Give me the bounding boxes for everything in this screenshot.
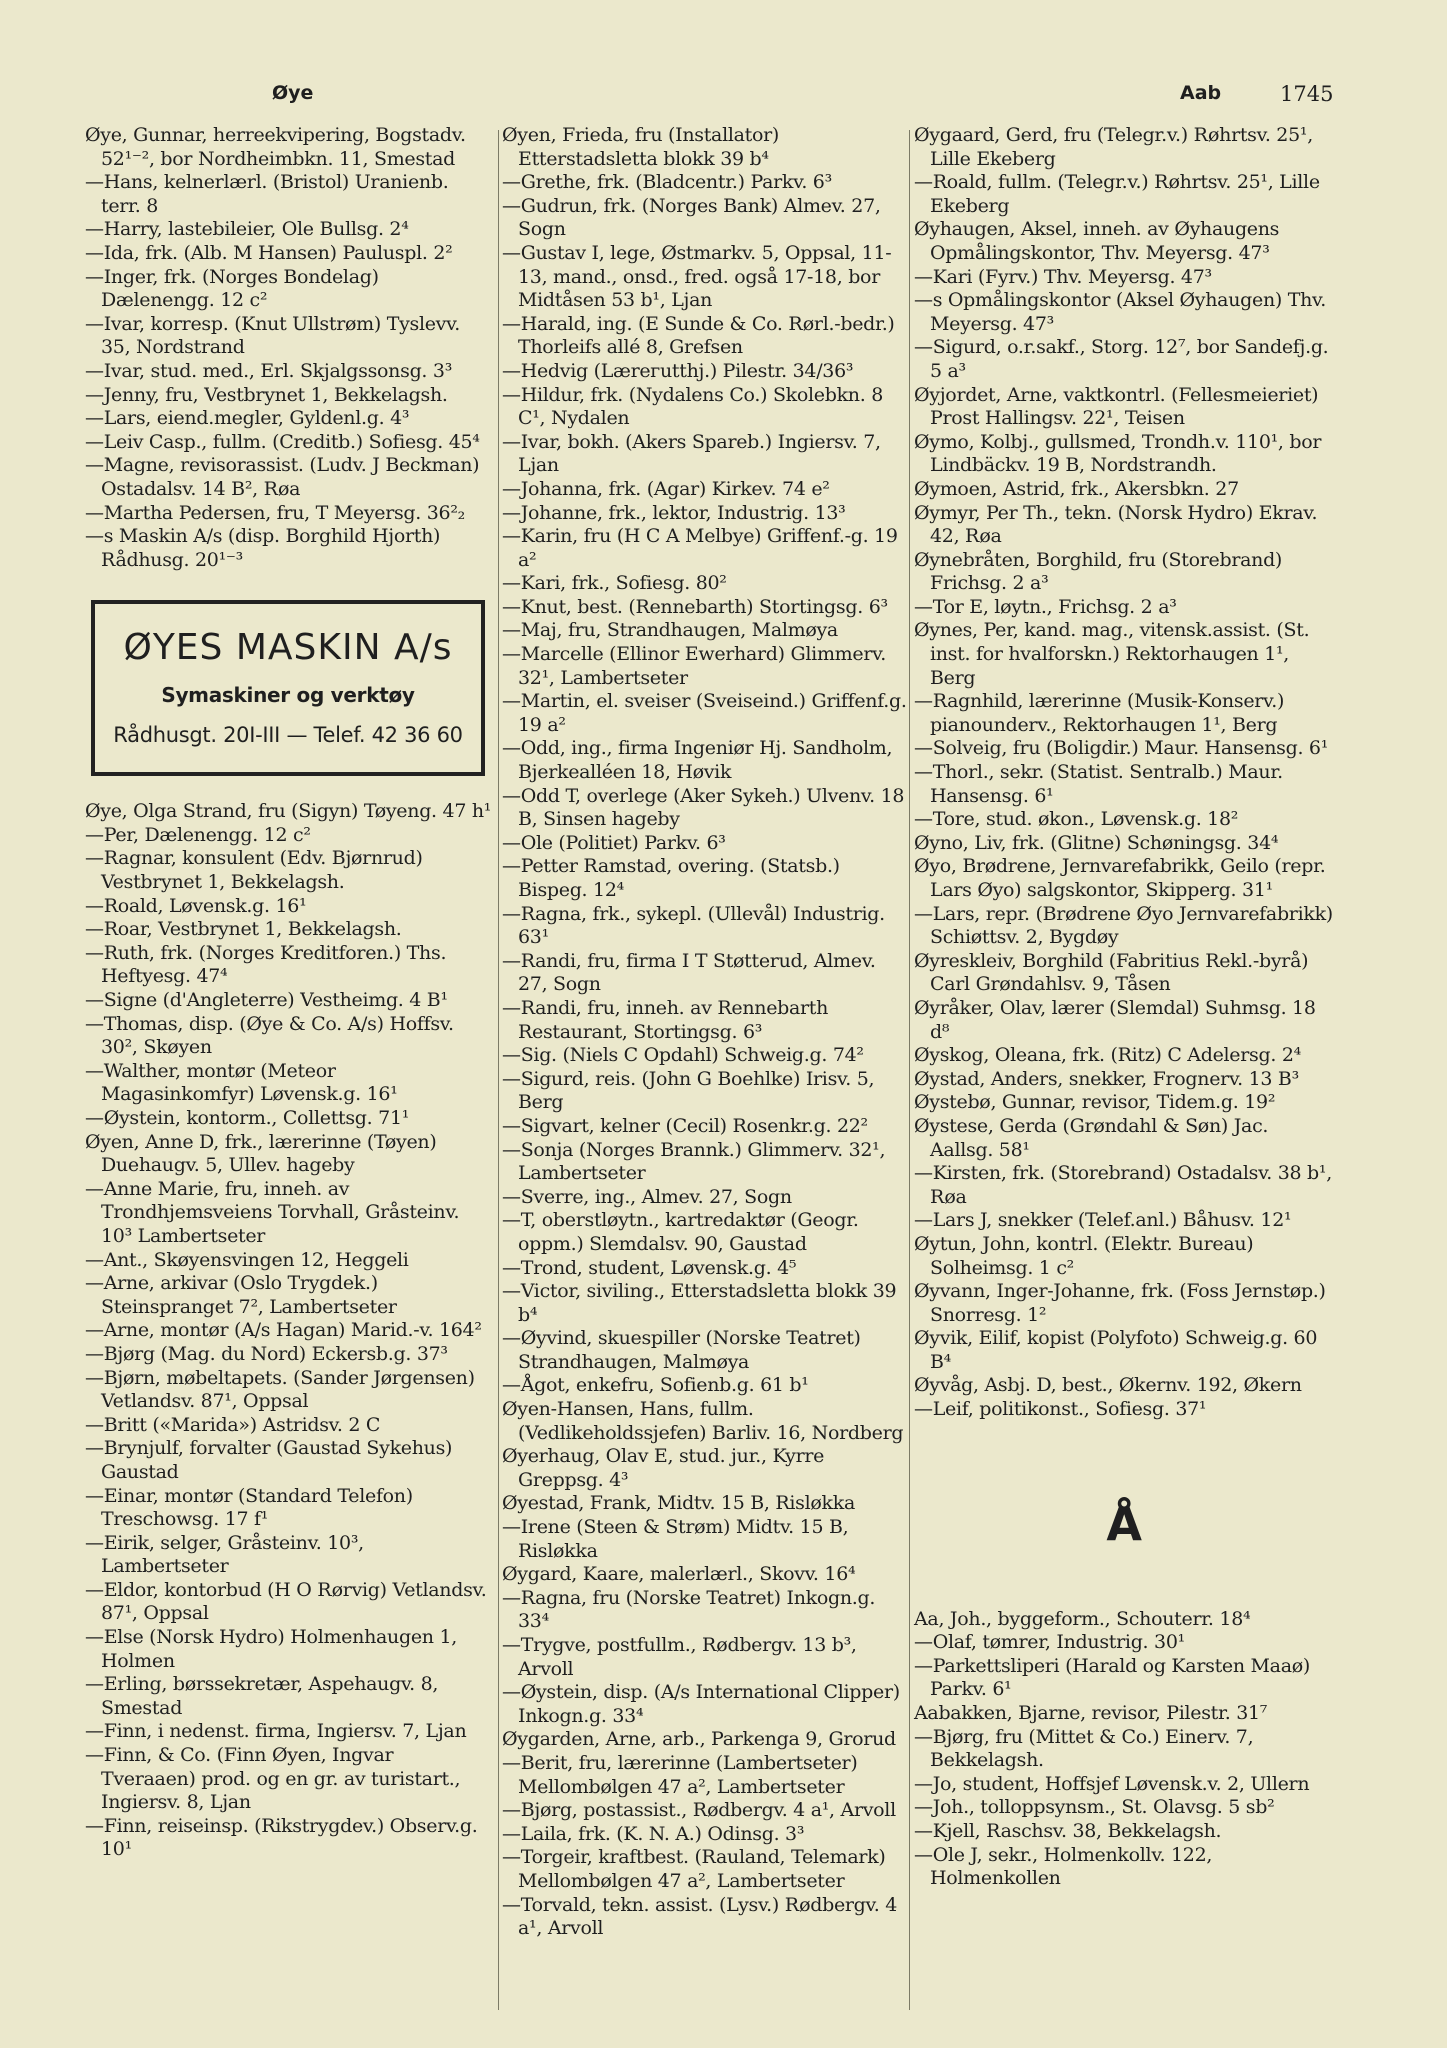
directory-entry: Øyvåg, Asbj. D, best., Økernv. 192, Økern — [914, 1374, 1302, 1397]
directory-entry: Øymo, Kolbj., gullsmed, Trondh.v. 110¹, bor Lindbäckv. 19 B, Nordstrandh. — [914, 430, 1322, 477]
directory-entry: —Britt («Marida») Astridsv. 2 C — [85, 1413, 381, 1436]
entry-list — [85, 800, 493, 1862]
directory-entry: —Knut, best. (Rennebarth) Stortingsg. 6³ — [502, 595, 888, 618]
directory-entry: —s Opmålingskontor (Aksel Øyhaugen) Thv. Meyersg. 47³ — [914, 289, 1326, 335]
directory-entry: —Roald, fullm. (Telegr.v.) Røhrtsv. 25¹, Lille Ekeberg — [914, 171, 1320, 217]
directory-entry: Øymyr, Per Th., tekn. (Norsk Hydro) Ekrav. 42, Røa — [914, 501, 1318, 548]
entry-list — [502, 124, 908, 1941]
directory-entry: —Ivar, korresp. (Knut Ullstrøm) Tyslevv. 35, Nordstrand — [85, 312, 461, 359]
directory-entry: —Hildur, frk. (Nydalens Co.) Skolebkn. 8 C¹, Nydalen — [502, 383, 884, 430]
directory-entry: —Gudrun, frk. (Norges Bank) Almev. 27, Sogn — [502, 194, 881, 241]
directory-entry: —Marcelle (Ellinor Ewerhard) Glimmerv. 32¹, Lambertseter — [502, 643, 887, 689]
directory-entry: —Kari, frk., Sofiesg. 80² — [502, 572, 727, 595]
directory-entry: Øyen, Frieda, fru (Installator) Etterstadsletta blokk 39 b⁴ — [502, 124, 780, 170]
directory-entry: Aa, Joh., byggeform., Schouterr. 18⁴ — [914, 1607, 1251, 1630]
directory-entry: —Magne, revisorassist. (Ludv. J Beckman) Ostadalsv. 14 B², Røa — [85, 454, 480, 500]
directory-entry: —Erling, børssekretær, Aspehaugv. 8, Smestad — [85, 1673, 439, 1719]
directory-entry: —Arne, arkivar (Oslo Trygdek.) Steinspranget 7², Lambertseter — [85, 1272, 397, 1318]
directory-entry: —Ole (Politiet) Parkv. 6³ — [502, 831, 726, 854]
directory-entry: —Johanne, frk., lektor, Industrig. 13³ — [502, 501, 846, 524]
directory-entry: Øyskog, Oleana, frk. (Ritz) C Adelersg. 2⁴ — [914, 1044, 1301, 1067]
directory-entry: —Trygve, postfullm., Rødbergv. 13 b³, Arvoll — [502, 1634, 857, 1680]
directory-entry: Øystese, Gerda (Grøndahl & Søn) Jac. Aallsg. 58¹ — [914, 1114, 1269, 1161]
directory-entry: —Einar, montør (Standard Telefon) Treschowsg. 17 f¹ — [85, 1484, 413, 1531]
directory-entry: —Ole J, sekr., Holmenkollv. 122, Holmenkollen — [914, 1843, 1213, 1890]
directory-entry: —s Maskin A/s (disp. Borghild Hjorth) Rådhusg. 20¹⁻³ — [85, 525, 441, 571]
directory-entry: —Kirsten, frk. (Storebrand) Ostadalsv. 38 b¹, Røa — [914, 1162, 1332, 1208]
directory-entry: —Gustav I, lege, Østmarkv. 5, Oppsal, 11-13, mand., onsd., fred. også 17-18, bor Midtåsen 53 b¹, Ljan — [502, 241, 892, 312]
directory-entry: —Roald, Løvensk.g. 16¹ — [85, 894, 307, 917]
header-left-word: Øye — [272, 82, 314, 104]
ad-subtitle: Symaskiner og verktøy — [161, 683, 415, 708]
directory-entry: Øyo, Brødrene, Jernvarefabrikk, Geilo (repr. Lars Øyo) salgskontor, Skipperg. 31¹ — [914, 855, 1326, 901]
header-right-word: Aab — [1180, 82, 1222, 104]
directory-entry: —Petter Ramstad, overing. (Statsb.) Bispeg. 12⁴ — [502, 855, 840, 901]
directory-entry: —Ruth, frk. (Norges Kreditforen.) Ths. Heftyesg. 47⁴ — [85, 941, 447, 988]
directory-entry: Øynes, Per, kand. mag., vitensk.assist. (St. inst. for hvalforskn.) Rektorhaugen 1¹, Berg — [914, 619, 1310, 689]
directory-entry: —Bjørg (Mag. du Nord) Eckersb.g. 37³ — [85, 1342, 448, 1365]
directory-entry: —Ragnhild, lærerinne (Musik-Konserv.) pianounderv., Rektorhaugen 1¹, Berg — [914, 690, 1285, 736]
directory-entry: Øye, Olga Strand, fru (Sigyn) Tøyeng. 47 h¹ — [85, 800, 492, 823]
directory-entry: —Finn, i nedenst. firma, Ingiersv. 7, Ljan — [85, 1720, 467, 1743]
directory-entry: Øystad, Anders, snekker, Frognerv. 13 B³ — [914, 1067, 1299, 1090]
directory-entry: —Ågot, enkefru, Sofienb.g. 61 b¹ — [502, 1374, 809, 1397]
directory-entry: —Signe (d'Angleterre) Vestheimg. 4 B¹ — [85, 989, 448, 1012]
directory-entry: —Tore, stud. økon., Løvensk.g. 18² — [914, 808, 1239, 831]
directory-entry: —Kjell, Raschsv. 38, Bekkelagsh. — [914, 1820, 1222, 1842]
directory-entry: —Olaf, tømrer, Industrig. 30¹ — [914, 1631, 1185, 1654]
directory-entry: —Martha Pedersen, fru, T Meyersg. 36²₂ — [85, 501, 465, 524]
entry-list — [914, 1608, 1334, 1891]
directory-entry: —Martin, el. sveiser (Sveiseind.) Griffenf.g. 19 a² — [502, 690, 907, 736]
directory-entry: Øyhaugen, Aksel, inneh. av Øyhaugens Opmålingskontor, Thv. Meyersg. 47³ — [914, 218, 1280, 264]
directory-entry: —Hedvig (Lærегutthj.) Pilestr. 34/36³ — [502, 359, 854, 382]
directory-entry: —Thomas, disp. (Øye & Co. A/s) Hoffsv. 30², Skøyen — [85, 1012, 454, 1059]
directory-entry: —Leif, politikonst., Sofiesg. 37¹ — [914, 1398, 1207, 1421]
page-header — [90, 82, 1334, 112]
directory-entry: Øyestad, Frank, Midtv. 15 B, Risløkka — [502, 1492, 855, 1515]
directory-entry: —Else (Norsk Hydro) Holmenhaugen 1, Holmen — [85, 1626, 457, 1672]
directory-entry: —Joh., tolloppsynsm., St. Olavsg. 5 sb² — [914, 1796, 1275, 1819]
directory-entry: —Randi, fru, inneh. av Rennebarth Restaurant, Stortingsg. 6³ — [502, 996, 829, 1043]
directory-entry: —Jenny, fru, Vestbrynet 1, Bekkelagsh. — [85, 383, 448, 406]
directory-entry: Øyen-Hansen, Hans, fullm. (Vedlikeholdssjefen) Barliv. 16, Nordberg — [502, 1398, 904, 1444]
directory-entry: Øygaard, Gerd, fru (Telegr.v.) Røhrtsv. 25¹, Lille Ekeberg — [914, 124, 1313, 170]
directory-entry: —T, oberstløytn., kartredaktør (Geogr. oppm.) Slemdalsv. 90, Gaustad — [502, 1209, 859, 1255]
advertisement-box — [91, 600, 485, 776]
directory-entry: —Eirik, selger, Gråsteinv. 10³, Lambertseter — [85, 1531, 364, 1578]
column-3 — [914, 124, 1334, 1891]
directory-entry: —Kari (Fyrv.) Thv. Meyersg. 47³ — [914, 265, 1212, 288]
directory-entry: Øytun, John, kontrl. (Elektr. Bureau) Solheimsg. 1 c² — [914, 1232, 1254, 1279]
directory-entry: Øye, Gunnar, herreekvipering, Bogstadv. 52¹⁻², bor Nordheimbkn. 11, Smestad — [85, 124, 466, 170]
directory-entry: —Sig. (Niels C Opdahl) Schweig.g. 74² — [502, 1044, 864, 1067]
directory-entry: Øyen, Anne D, frk., lærerinne (Tøyen) Duehaugv. 5, Ullev. hageby — [85, 1130, 437, 1177]
entry-list — [914, 124, 1334, 1422]
directory-entry: —Sonja (Norges Brannk.) Glimmerv. 32¹, Lambertseter — [502, 1138, 886, 1185]
page-number: 1745 — [1280, 82, 1334, 106]
directory-entry: Øymoen, Astrid, frk., Akersbkn. 27 — [914, 477, 1239, 500]
column-divider — [498, 130, 499, 2010]
directory-entry: —Harald, ing. (E Sunde & Co. Rørl.-bedr.) Thorleifs allé 8, Grefsen — [502, 312, 895, 359]
ad-title: ØYES MASKIN A/s — [123, 627, 453, 669]
directory-entry: —Thorl., sekr. (Statist. Sentralb.) Maur. Hansensg. 6¹ — [914, 761, 1283, 807]
directory-entry: —Parkettsliperi (Harald og Karsten Maaø) Parkv. 6¹ — [914, 1654, 1310, 1701]
directory-entry: —Sigurd, reis. (John G Boehlke) Irisv. 5, Berg — [502, 1067, 875, 1114]
directory-entry: —Trond, student, Løvensk.g. 4⁵ — [502, 1256, 797, 1279]
directory-entry: —Ida, frk. (Alb. M Hansen) Pauluspl. 2² — [85, 241, 453, 264]
directory-entry: Øyno, Liv, frk. (Glitne) Schøningsg. 34⁴ — [914, 831, 1279, 854]
letter-heading: Å — [1106, 1496, 1142, 1551]
directory-entry: —Roar, Vestbrynet 1, Bekkelagsh. — [85, 918, 402, 941]
directory-entry: —Hans, kelnerlærl. (Bristol) Uranienb. terr. 8 — [85, 171, 449, 217]
directory-entry: —Finn, reiseinsp. (Rikstrygdev.) Observ.g. 10¹ — [85, 1814, 478, 1861]
directory-entry: —Bjørg, fru (Mittet & Co.) Einerv. 7, Bekkelagsh. — [914, 1725, 1254, 1772]
directory-entry: Øygard, Kaare, malerlærl., Skovv. 16⁴ — [502, 1563, 856, 1586]
directory-entry: Øyjordet, Arne, vaktkontrl. (Fellesmeieriet) Prost Hallingsv. 22¹, Teisen — [914, 383, 1319, 430]
directory-entry: —Sverre, ing., Almev. 27, Sogn — [502, 1185, 792, 1208]
directory-entry: —Brynjulf, forvalter (Gaustad Sykehus) Gaustad — [85, 1437, 453, 1483]
directory-entry: Øyerhaug, Olav E, stud. jur., Kyrre Greppsg. 4³ — [502, 1445, 825, 1491]
column-1 — [85, 124, 493, 1862]
directory-entry: —Anne Marie, fru, inneh. av Trondhjemsveiens Torvhall, Gråsteinv. 10³ Lambertseter — [85, 1177, 460, 1247]
directory-entry: —Sigvart, kelner (Cecil) Rosenkr.g. 22² — [502, 1114, 868, 1137]
directory-entry: —Bjørg, postassist., Rødbergv. 4 a¹, Arvoll — [502, 1799, 896, 1822]
directory-entry: —Ivar, stud. med., Erl. Skjalgssonsg. 3³ — [85, 359, 453, 382]
directory-entry: —Lars, eiend.megler, Gyldenl.g. 4³ — [85, 407, 410, 430]
directory-entry: —Ivar, bokh. (Akers Spareb.) Ingiersv. 7, Ljan — [502, 430, 881, 477]
ad-contact: Rådhusgt. 20I-III — Telef. 42 36 60 — [113, 722, 463, 747]
directory-entry: Øyråker, Olav, lærer (Slemdal) Suhmsg. 18 d⁸ — [914, 996, 1316, 1043]
directory-entry: —Inger, frk. (Norges Bondelag) Dælenengg. 12 c² — [85, 265, 379, 312]
directory-entry: —Øystein, disp. (A/s International Clipper) Inkogn.g. 33⁴ — [502, 1681, 900, 1727]
directory-entry: Aabakken, Bjarne, revisor, Pilestr. 31⁷ — [914, 1702, 1268, 1725]
directory-entry: —Odd, ing., firma Ingeniør Hj. Sandholm, Bjerkealléen 18, Høvik — [502, 737, 893, 784]
directory-entry: —Johanna, frk. (Agar) Kirkev. 74 e² — [502, 477, 830, 500]
directory-entry: —Sigurd, o.r.sakf., Storg. 12⁷, bor Sandefj.g. 5 a³ — [914, 336, 1329, 382]
directory-entry: —Ant., Skøyensvingen 12, Heggeli — [85, 1248, 409, 1271]
directory-entry: Øygarden, Arne, arb., Parkenga 9, Grorud — [502, 1728, 896, 1751]
directory-entry: —Jo, student, Hoffsjef Løvensk.v. 2, Ullern — [914, 1772, 1310, 1795]
directory-entry: —Arne, montør (A/s Hagan) Marid.-v. 164² — [85, 1319, 482, 1342]
directory-entry: —Torvald, tekn. assist. (Lysv.) Rødbergv. 4 a¹, Arvoll — [502, 1893, 897, 1940]
directory-entry: —Karin, fru (H C A Melbye) Griffenf.-g. 19 a² — [502, 525, 898, 571]
directory-entry: —Grethe, frk. (Bladcentr.) Parkv. 6³ — [502, 171, 832, 194]
directory-entry: Øyreskleiv, Borghild (Fabritius Rekl.-byrå) Carl Grøndahlsv. 9, Tåsen — [914, 949, 1309, 996]
directory-entry: Øyvik, Eilif, kopist (Polyfoto) Schweig.g. 60 B⁴ — [914, 1327, 1318, 1373]
directory-entry: Øyvann, Inger-Johanne, frk. (Foss Jernstøp.) Snorresg. 1² — [914, 1280, 1326, 1326]
directory-entry: —Solveig, fru (Boligdir.) Maur. Hansensg. 6¹ — [914, 737, 1329, 760]
directory-entry: —Tor E, løytn., Frichsg. 2 a³ — [914, 595, 1177, 618]
directory-entry: —Øyvind, skuespiller (Norske Teatret) Strandhaugen, Malmøya — [502, 1327, 861, 1373]
column-2 — [502, 124, 908, 1941]
directory-entry: —Randi, fru, firma I T Støtterud, Almev. 27, Sogn — [502, 949, 876, 996]
directory-entry: —Victor, siviling., Etterstadsletta blokk 39 b⁴ — [502, 1280, 897, 1326]
directory-entry: —Øystein, kontorm., Collettsg. 71¹ — [85, 1107, 410, 1129]
directory-entry: —Eldor, kontorbud (H O Rørvig) Vetlandsv. 87¹, Oppsal — [85, 1578, 487, 1625]
directory-entry: —Finn, & Co. (Finn Øyen, Ingvar Tveraaen) prod. og en gr. av turistart., Ingiersv. 8, Ljan — [85, 1744, 461, 1814]
directory-entry: —Irene (Steen & Strøm) Midtv. 15 B, Risløkka — [502, 1516, 849, 1562]
directory-entry: —Harry, lastebileier, Ole Bullsg. 2⁴ — [85, 218, 409, 241]
directory-entry: —Walther, montør (Meteor Magasinkomfyr) Løvensk.g. 16¹ — [85, 1059, 398, 1106]
directory-entry: —Per, Dælenengg. 12 c² — [85, 823, 311, 846]
column-divider — [909, 130, 910, 2010]
directory-entry: —Torgeir, kraftbest. (Rauland, Telemark) Mellombølgen 47 a², Lambertseter — [502, 1846, 886, 1892]
entry-list — [85, 124, 493, 572]
directory-entry: —Laila, frk. (K. N. A.) Odinsg. 3³ — [502, 1822, 805, 1845]
directory-entry: —Maj, fru, Strandhaugen, Malmøya — [502, 619, 838, 642]
directory-entry: —Bjørn, møbeltapets. (Sander Jørgensen) Vetlandsv. 87¹, Oppsal — [85, 1366, 475, 1413]
directory-entry: Øynebråten, Borghild, fru (Storebrand) Frichsg. 2 a³ — [914, 548, 1283, 595]
directory-entry: —Ragnar, konsulent (Edv. Bjørnrud) Vestbrynet 1, Bekkelagsh. — [85, 847, 423, 894]
directory-entry: —Lars J, snekker (Telef.anl.) Båhusv. 12¹ — [914, 1209, 1292, 1232]
directory-entry: Øystebø, Gunnar, revisor, Tidem.g. 19² — [914, 1091, 1276, 1114]
directory-entry: —Lars, repr. (Brødrene Øyo Jernvarefabrikk) Schiøttsv. 2, Bygdøy — [914, 902, 1333, 949]
directory-entry: —Ragna, frk., sykepl. (Ullevål) Industrig. 63¹ — [502, 902, 885, 949]
directory-entry: —Leiv Casp., fullm. (Creditb.) Sofiesg. 45⁴ — [85, 430, 480, 453]
directory-entry: —Odd T, overlege (Aker Sykeh.) Ulvenv. 18 B, Sinsen hageby — [502, 784, 905, 831]
directory-entry: —Ragna, fru (Norske Teatret) Inkogn.g. 33⁴ — [502, 1586, 876, 1633]
directory-entry: —Berit, fru, lærerinne (Lambertseter) Mellombølgen 47 a², Lambertseter — [502, 1751, 858, 1798]
